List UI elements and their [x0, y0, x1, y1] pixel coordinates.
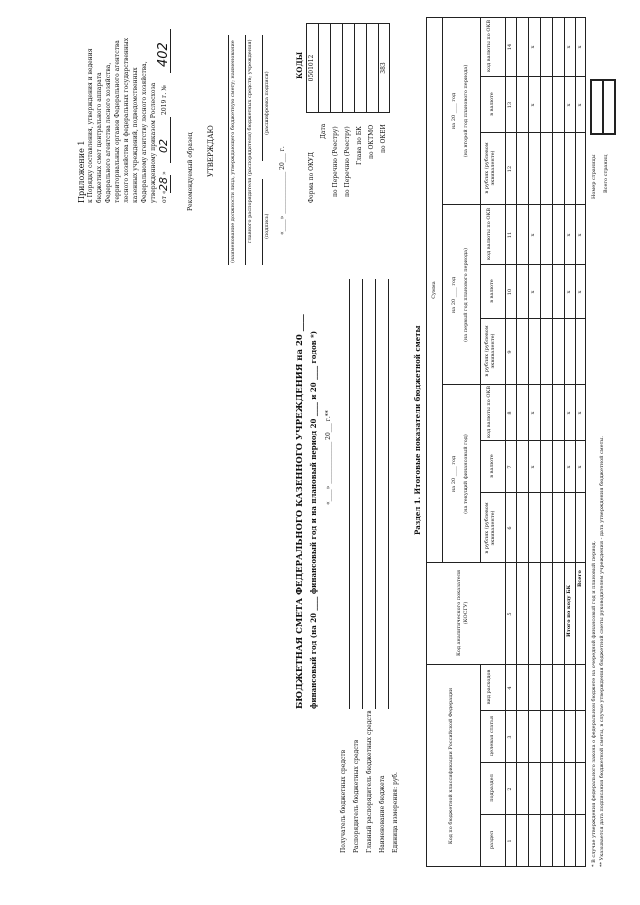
total-all-label: Всего: [577, 570, 583, 587]
col-number: 4: [507, 686, 513, 690]
x-mark: х: [566, 45, 572, 49]
field-line: [375, 279, 376, 709]
col-number: 13: [507, 101, 513, 109]
col-number: 9: [507, 350, 513, 354]
kosgu-header: Код аналитического показателя (КОСГУ): [456, 569, 469, 657]
code-label: по Перечню (Реестру): [344, 126, 351, 197]
document-subtitle: финансовый год (на 20 ____ финансовый год и на плановый период 20 ____ и 20 ____ годов *): [309, 330, 318, 709]
recommended-sample: Рекомендуемый образец: [187, 132, 194, 211]
order-mid: »: [161, 171, 168, 175]
order-day-line: [170, 175, 171, 193]
x-mark: х: [577, 290, 583, 294]
col-number: 7: [507, 465, 513, 469]
col-number: 8: [507, 411, 513, 415]
x-mark: х: [530, 103, 536, 107]
x-mark: х: [577, 465, 583, 469]
x-mark: х: [577, 411, 583, 415]
order-month: 02: [157, 139, 170, 153]
col-number: 14: [507, 43, 513, 51]
sub-rub: в рублях (рублевом эквиваленте): [484, 502, 496, 554]
code-label: по ОКЕИ: [380, 124, 387, 153]
col-vid: вид расходов: [486, 669, 492, 705]
appendix-line: утвержденному приказом Рослесхоза: [150, 82, 157, 203]
x-mark: х: [530, 465, 536, 469]
field-line: [349, 279, 350, 709]
period-year: на 20 ____ год: [451, 455, 457, 493]
code-value-okud: 0501012: [308, 54, 315, 82]
x-mark: х: [530, 290, 536, 294]
col-number: 5: [507, 612, 513, 616]
bk-header: Код по бюджетной классификации Российской Федерации: [448, 687, 454, 845]
field-label: Распорядитель бюджетных средств: [353, 739, 360, 853]
code-label: Дата: [320, 123, 327, 139]
code-label: Форма по ОКУД: [308, 152, 315, 203]
order-month-line: [170, 117, 171, 163]
x-mark: х: [566, 465, 572, 469]
total-pages-label: Всего страниц: [603, 154, 609, 193]
code-label: Глава по БК: [356, 126, 363, 165]
footnote-1: * В случае утверждения федерального закона о федеральном бюджете на очередной финансовый год и плановый период.: [591, 540, 597, 867]
col-number: 3: [507, 735, 513, 739]
x-mark: х: [566, 103, 572, 107]
approve-title: УТВЕРЖДАЮ: [207, 125, 215, 177]
col-podrazdel: подраздел: [489, 774, 495, 802]
codes-header: КОДЫ: [295, 51, 304, 79]
name-line: [262, 35, 263, 161]
x-mark: х: [577, 45, 583, 49]
approval-org-line: [245, 35, 246, 265]
col-number: 12: [507, 165, 513, 173]
name-label: (расшифровка подписи): [264, 71, 270, 135]
sub-okv: код валюты по ОКВ: [486, 19, 492, 73]
col-number: 10: [507, 288, 513, 296]
period-name: (на текущий финансовый год): [463, 434, 469, 514]
appendix-line: казенных учреждений, подведомственных: [132, 67, 139, 203]
code-label: по Перечню (Реестру): [332, 126, 339, 197]
approval-position-line: [228, 35, 229, 265]
appendix-line: территориальных органов Федерального агентства: [114, 40, 121, 203]
appendix-line: Федерального агентства лесного хозяйства,: [105, 62, 112, 203]
field-label: Получатель бюджетных средств: [340, 749, 347, 853]
sub-rub: в рублях (рублевом эквиваленте): [484, 325, 496, 377]
section-title: Раздел 1. Итоговые показатели бюджетной сметы: [413, 325, 422, 535]
col-razdel: раздел: [489, 830, 495, 850]
col-celevaya: целевая статья: [489, 715, 495, 757]
total-bk-label: Итого по коду БК: [566, 584, 572, 637]
period-name: (на первый год планового периода): [463, 247, 469, 343]
sub-okv: код валюты по ОКВ: [486, 207, 492, 261]
appendix-title: Приложение 1: [77, 140, 86, 203]
x-mark: х: [530, 411, 536, 415]
field-line: [362, 279, 363, 709]
code-value-okei: 383: [380, 62, 387, 74]
period-year: на 20 ____ год: [451, 92, 457, 130]
order-day: 28: [157, 177, 170, 191]
sub-rub: в рублях (рублевом эквиваленте): [484, 142, 496, 194]
order-prefix: от «: [161, 190, 168, 203]
field-label: Главный распорядитель бюджетных средств: [366, 710, 373, 853]
sub-currency: в валюте: [489, 279, 495, 303]
appendix-line: Федеральному агентству лесного хозяйства,: [141, 61, 148, 203]
x-mark: х: [577, 233, 583, 237]
period-year: на 20 ____ год: [451, 276, 457, 314]
code-label: по ОКТМО: [368, 124, 375, 159]
document-date: «____» ______________ 20___ г.**: [325, 410, 332, 505]
x-mark: х: [530, 233, 536, 237]
approval-note-position: (наименование должности лица, утверждающего бюджетную смету; наименование: [230, 40, 236, 263]
x-mark: х: [566, 411, 572, 415]
field-label: Наименование бюджета: [379, 775, 386, 853]
order-number: 402: [156, 42, 171, 67]
field-label: Единица измерения: руб.: [392, 772, 399, 853]
field-line: [388, 279, 389, 709]
appendix-line: к Порядку составления, утверждения и ведения: [87, 48, 94, 203]
footnote-2: ** Указывается дата подписания бюджетной сметы, в случае утверждения бюджетной сметы руководителем учреждения - дата утверждения бюджетной сметы.: [599, 436, 605, 867]
approval-date: «____» ______________ 20___ г.: [279, 146, 286, 235]
col-number: 11: [507, 231, 513, 239]
col-number: 2: [507, 787, 513, 791]
order-year: 2019 г. №: [161, 85, 168, 115]
page-number-label: Номер страницы: [591, 154, 597, 199]
signature-line: [262, 179, 263, 265]
sum-header: Сумма: [431, 281, 437, 299]
document-title: БЮДЖЕТНАЯ СМЕТА ФЕДЕРАЛЬНОГО КАЗЕННОГО УЧРЕЖДЕНИЯ на 20 ____: [295, 314, 305, 709]
appendix-line: бюджетных смет центрального аппарата: [96, 72, 103, 203]
order-number-line: [170, 29, 171, 73]
approval-note-org: главного распорядителя (распорядителя) бюджетных средств; учреждения): [247, 39, 253, 243]
sub-okv: код валюты по ОКВ: [486, 385, 492, 439]
col-number: 1: [507, 839, 513, 843]
sub-currency: в валюте: [489, 454, 495, 478]
sub-currency: в валюте: [489, 92, 495, 116]
col-number: 6: [507, 526, 513, 530]
period-name: (на второй год планового периода): [463, 64, 469, 158]
x-mark: х: [566, 233, 572, 237]
x-mark: х: [566, 290, 572, 294]
x-mark: х: [577, 103, 583, 107]
signature-label: (подпись): [264, 213, 270, 239]
x-mark: х: [530, 45, 536, 49]
appendix-line: лесного хозяйства и федеральных государственных: [123, 37, 130, 203]
